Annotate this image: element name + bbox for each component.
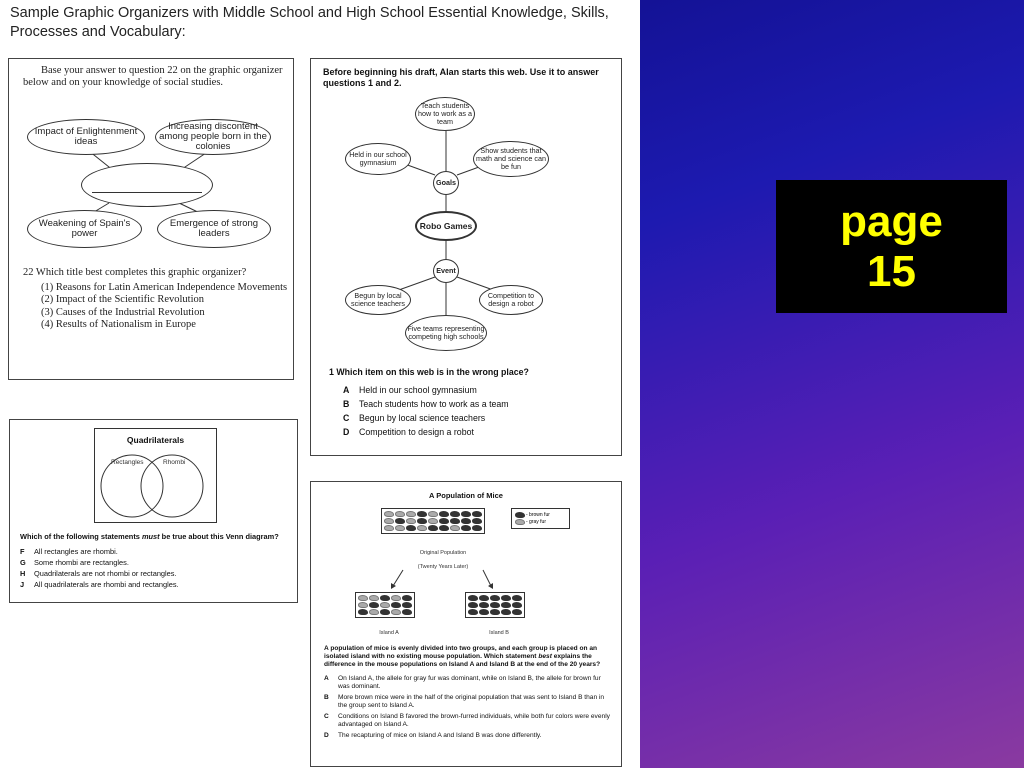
brown-mouse-icon [490,602,500,608]
venn-title: Quadrilaterals [126,435,185,445]
brown-mouse-icon [501,609,511,615]
page-number-label [776,180,1007,313]
island-b-grid [465,592,525,618]
gray-mouse-icon [358,595,368,601]
node-competition: Competition to design a robot [479,285,543,315]
question-1 [329,367,609,441]
option-c: C Begun by local science teachers [343,413,486,423]
mice-question-stem: A population of mice is evenly divided into two groups, and each group is placed on an isolated island with no existing mouse population. Which statement best explains the difference in the mouse populations on Island A and Island B at the end of the 20 years? [324,645,601,668]
mice-question [324,645,614,743]
robo-games-web-box [310,58,622,456]
oval-discontent: Increasing discontent among people born in the colonies [155,119,271,155]
venn-label-rhombi: Rhombi [163,459,186,466]
web-intro: Before beginning his draft, Alan starts this web. Use it to answer questions 1 and 2. [323,67,599,88]
organizer-intro: Base your answer to question 22 on the graphic organizer below and on your knowledge of social studies. [23,65,283,88]
oval-leaders: Emergence of strong leaders [157,210,271,248]
option-a: A Held in our school gymnasium [343,385,477,395]
brown-mouse-icon [479,609,489,615]
brown-mouse-icon [512,609,522,615]
venn-label-rectangles: Rectangles [111,459,144,466]
brown-mouse-icon [358,609,368,615]
option-3: (3) Causes of the Industrial Revolution [41,306,205,318]
gray-mouse-icon [380,602,390,608]
brown-mouse-icon [501,595,511,601]
node-teach: Teach students how to work as a team [415,97,475,131]
option-1: (1) Reasons for Latin American Independence Movements [41,281,288,293]
brown-mouse-icon [380,595,390,601]
venn-circles [95,429,218,524]
twenty-years-label: (Twenty Years Later) [417,564,469,570]
mice-title: A Population of Mice [429,491,503,500]
brown-mouse-icon [490,609,500,615]
brown-mouse-icon [391,602,401,608]
oval-enlightenment: Impact of Enlightenment ideas [27,119,145,155]
question-1-stem: 1 Which item on this web is in the wrong place? [329,367,529,377]
blank-line [92,192,202,193]
mice-population-box [310,481,622,767]
brown-mouse-icon [512,602,522,608]
brown-mouse-icon [402,602,412,608]
gray-mouse-icon [358,602,368,608]
option-j: J All quadrilaterals are rhombi and rectangles. [20,580,179,589]
oval-spain: Weakening of Spain's power [27,210,142,248]
node-robo-games: Robo Games [415,211,477,241]
node-show: Show students that math and science can be fun [473,141,549,177]
island-a-label: Island A [379,630,399,636]
brown-mouse-icon [468,609,478,615]
island-b-label: Island B [489,630,509,636]
option-2: (2) Impact of the Scientific Revolution [41,294,204,305]
oval-title-blank [81,163,213,207]
page-label-number: 15 [867,246,916,296]
option-g: G Some rhombi are rectangles. [20,558,129,567]
brown-mouse-icon [468,595,478,601]
brown-mouse-icon [501,602,511,608]
option-h: H Quadrilaterals are not rhombi or rectangles. [20,569,177,578]
venn-question [20,532,295,591]
gray-mouse-icon [369,609,379,615]
node-begun: Begun by local science teachers [345,285,411,315]
latin-america-organizer-box [8,58,294,380]
venn-frame [94,428,217,523]
gray-mouse-icon [391,609,401,615]
option-d: D Competition to design a robot [343,427,474,437]
brown-mouse-icon [402,595,412,601]
option-a: A On Island A, the allele for gray fur was dominant, while on Island B, the allele for brown fur was dominant. [324,675,601,690]
page-label-word: page [840,196,943,246]
option-b: B Teach students how to work as a team [343,399,509,409]
gray-mouse-icon [369,595,379,601]
gray-mouse-icon [391,595,401,601]
brown-mouse-icon [380,609,390,615]
island-a-grid [355,592,415,618]
option-4: (4) Results of Nationalism in Europe [41,319,196,330]
option-c: C Conditions on Island B favored the brown-furred individuals, while both fur colors were evenly advantaged on Island A. [324,713,610,728]
node-held: Held in our school gymnasium [345,143,411,175]
option-b: B More brown mice were in the half of the original population that was sent to Island B than in the group sent to Island A. [324,694,605,709]
brown-mouse-icon [512,595,522,601]
node-goals: Goals [433,171,459,195]
question-22-stem: 22 Which title best completes this graphic organizer? [23,267,247,278]
venn-diagram-box [9,419,298,603]
question-22 [23,267,289,332]
node-five-teams: Five teams representing competing high schools [405,315,487,351]
original-population-label: Original Population [419,550,467,556]
brown-mouse-icon [369,602,379,608]
document-heading: Sample Graphic Organizers with Middle School and High School Essential Knowledge, Skills, Processes and Vocabulary: [10,5,609,40]
brown-mouse-icon [490,595,500,601]
mice-legend: - brown fur - gray fur [511,508,570,529]
brown-mouse-icon [468,602,478,608]
venn-question-stem: Which of the following statements must be true about this Venn diagram? [20,532,279,541]
node-event: Event [433,259,459,283]
option-d: D The recapturing of mice on Island A and Island B was done differently. [324,732,542,739]
option-f: F All rectangles are rhombi. [20,547,118,556]
brown-mouse-icon [479,595,489,601]
brown-mouse-icon [479,602,489,608]
mice-arrows [311,482,623,592]
brown-mouse-icon [402,609,412,615]
